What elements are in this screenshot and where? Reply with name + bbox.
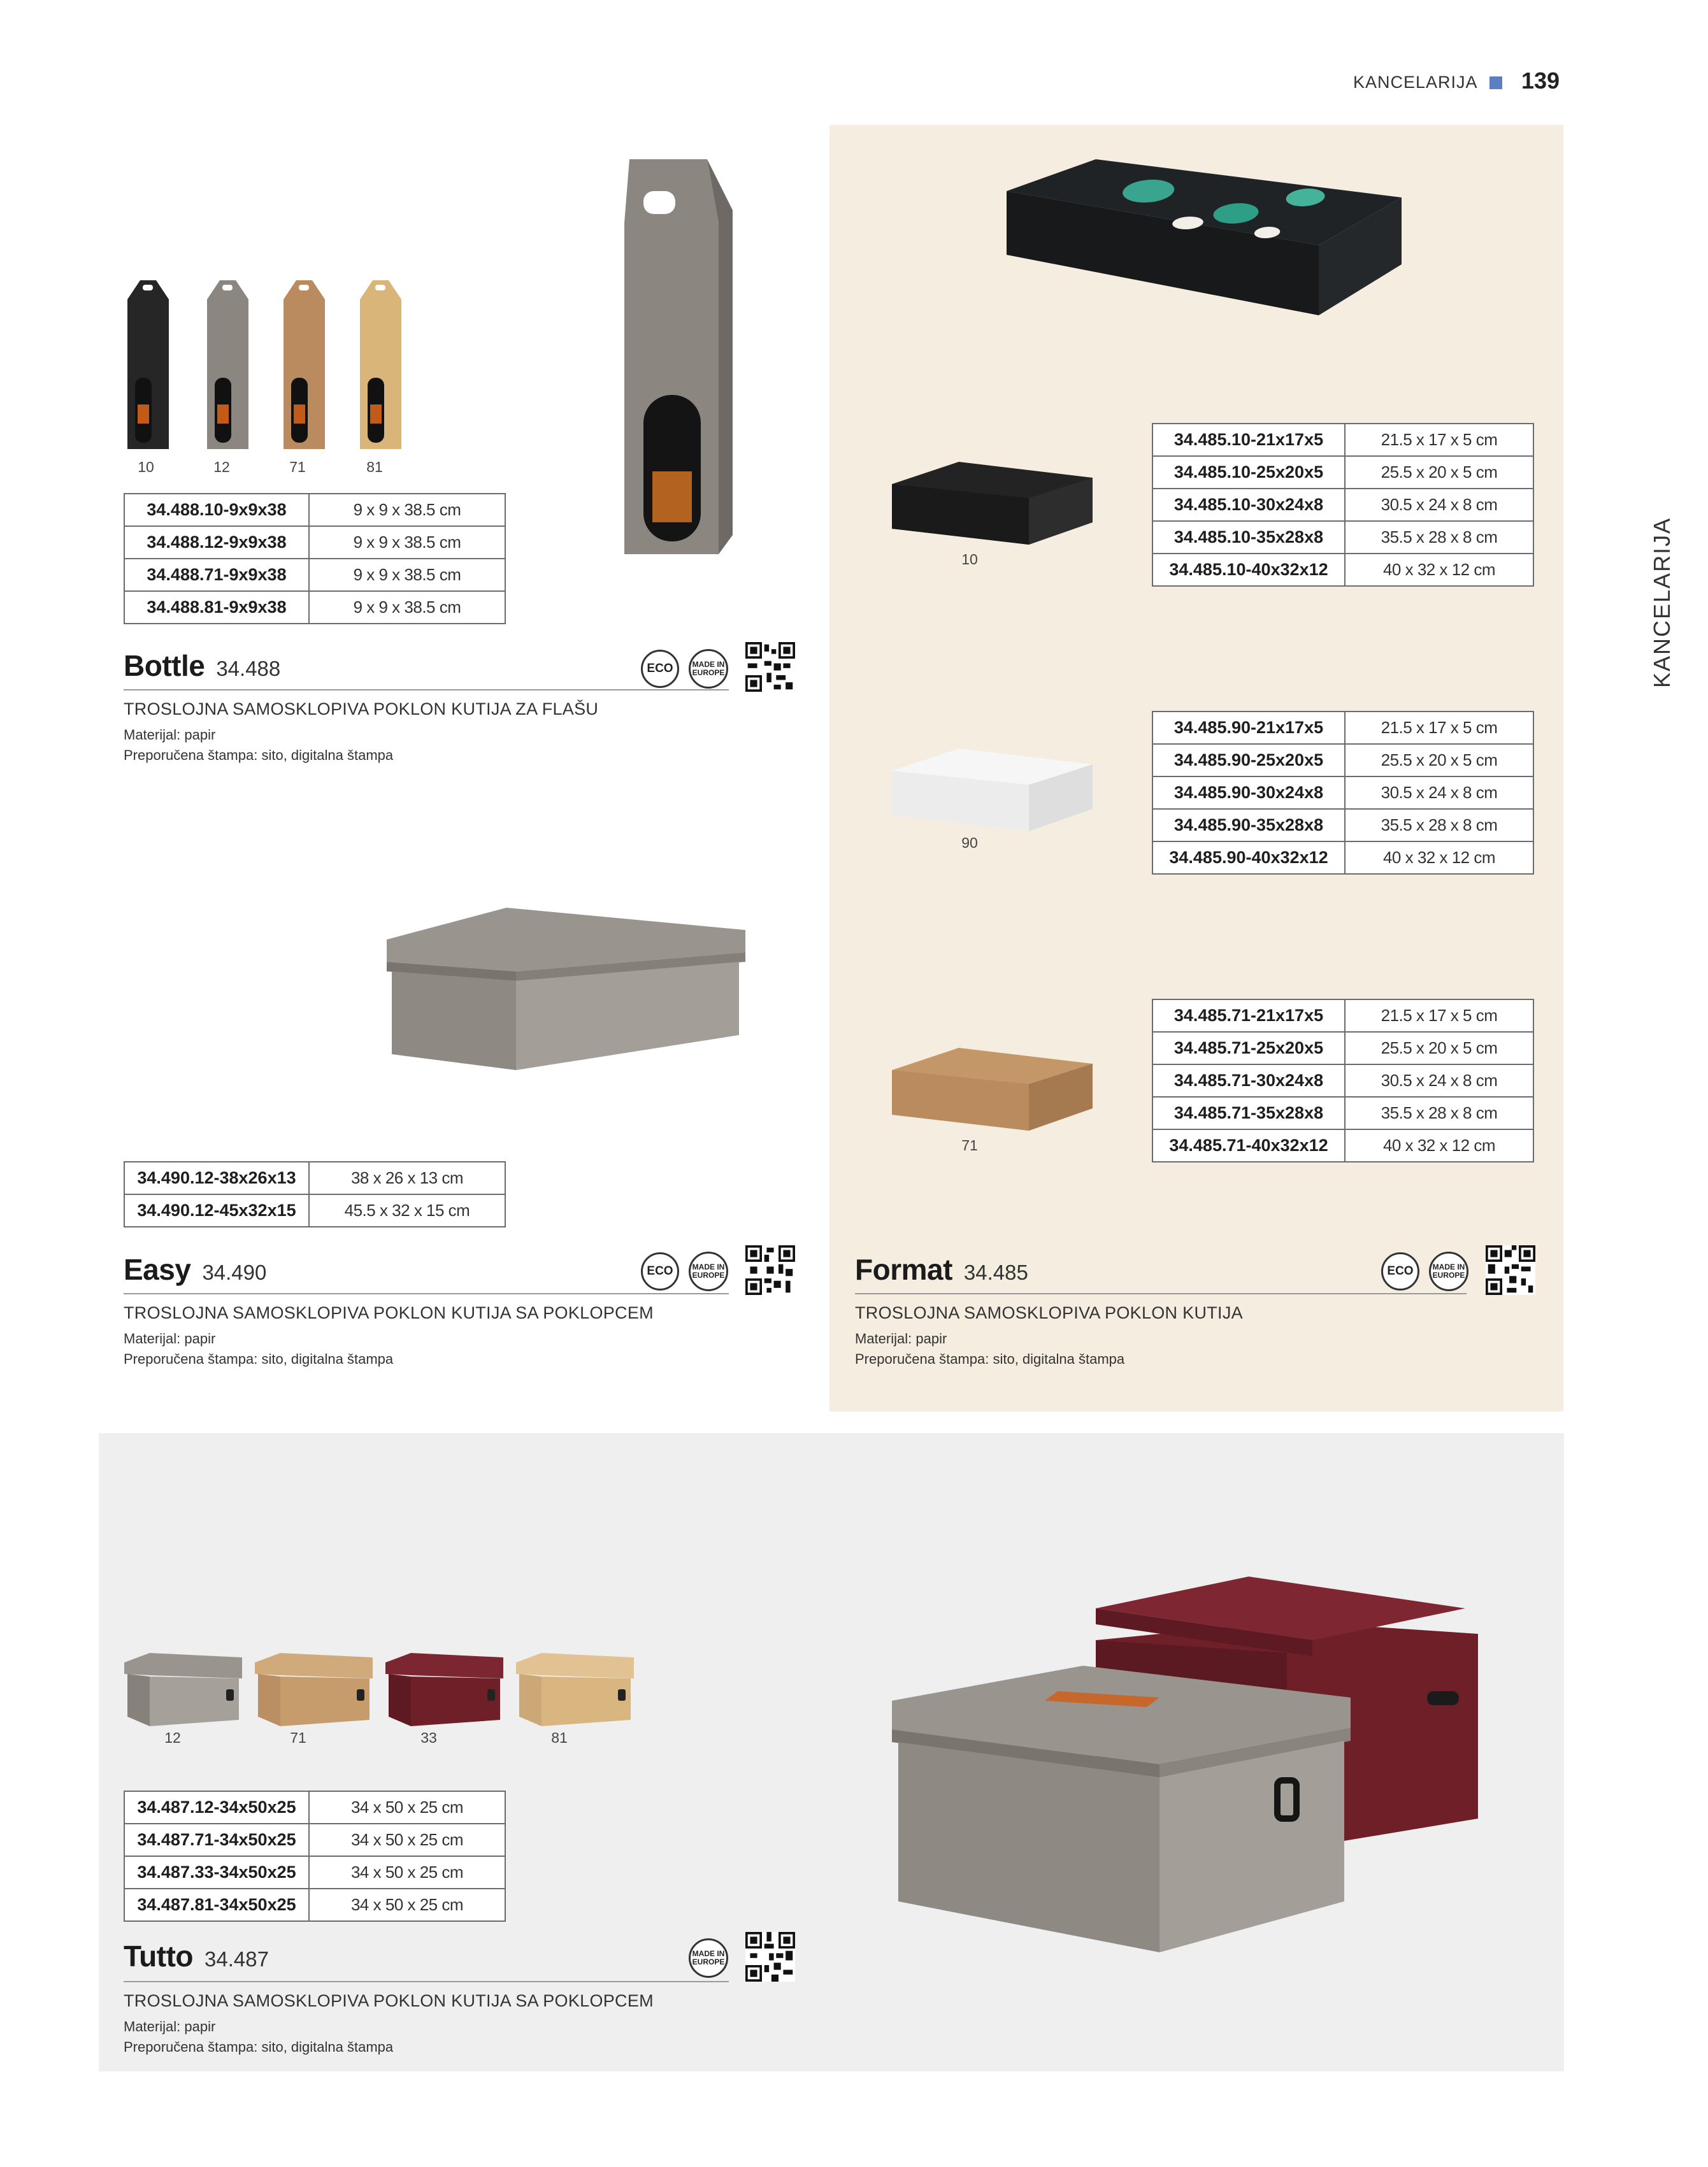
product-material: Materijal: papir	[124, 727, 216, 743]
table-row	[124, 526, 505, 559]
format-variant-label: 90	[961, 834, 978, 851]
made-in-europe-badge-icon: MADE IN EUROPE	[689, 649, 728, 689]
bottle-spec-table	[124, 493, 506, 624]
format-spec-table-90	[1152, 711, 1534, 875]
product-code: 34.487.81-34x50x25	[124, 1889, 309, 1921]
table-row	[1152, 554, 1533, 586]
table-row	[1152, 424, 1533, 456]
table-row	[124, 1194, 505, 1227]
product-material: Materijal: papir	[124, 2019, 216, 2035]
tutto-variants-image	[124, 1650, 640, 1733]
product-size: 9 x 9 x 38.5 cm	[309, 559, 505, 591]
table-row	[1152, 489, 1533, 521]
product-size: 34 x 50 x 25 cm	[309, 1824, 505, 1856]
tutto-boxes-image	[892, 1570, 1491, 1959]
product-size: 34 x 50 x 25 cm	[309, 1791, 505, 1824]
product-name: Easy	[124, 1253, 191, 1286]
product-size: 40 x 32 x 12 cm	[1345, 841, 1533, 874]
product-size: 38 x 26 x 13 cm	[309, 1162, 505, 1194]
bottle-variant-label: 10	[138, 459, 154, 475]
bottle-gold-image	[354, 271, 417, 455]
product-print: Preporučena štampa: sito, digitalna štampa	[855, 1351, 1125, 1367]
bottle-variant-label: 81	[366, 459, 383, 475]
product-code: 34.485.90-21x17x5	[1152, 712, 1345, 744]
product-code: 34.485.71-30x24x8	[1152, 1064, 1345, 1097]
product-code: 34.485.10-40x32x12	[1152, 554, 1345, 586]
product-size: 35.5 x 28 x 8 cm	[1345, 1097, 1533, 1129]
product-code: 34.485.71-35x28x8	[1152, 1097, 1345, 1129]
product-size: 35.5 x 28 x 8 cm	[1345, 809, 1533, 841]
format-variant-label: 10	[961, 551, 978, 568]
product-code: 34.488.71-9x9x38	[124, 559, 309, 591]
page-number: 139	[1521, 68, 1560, 94]
table-row	[1152, 1032, 1533, 1064]
product-code: 34.487.33-34x50x25	[124, 1856, 309, 1889]
product-code: 34.487.71-34x50x25	[124, 1824, 309, 1856]
table-row	[1152, 1129, 1533, 1162]
heading-divider	[124, 1981, 729, 1982]
format-variant-label: 71	[961, 1137, 978, 1154]
eco-badge-icon: ECO	[641, 650, 679, 688]
table-row	[124, 591, 505, 624]
product-code: 34.485.90-40x32x12	[1152, 841, 1345, 874]
product-size: 25.5 x 20 x 5 cm	[1345, 744, 1533, 776]
format-heading	[855, 1252, 1028, 1287]
product-code: 34.485.10-30x24x8	[1152, 489, 1345, 521]
tutto-spec-table	[124, 1791, 506, 1922]
made-in-europe-badge-icon: MADE IN EUROPE	[1429, 1252, 1468, 1291]
heading-divider	[124, 1293, 729, 1294]
product-size: 25.5 x 20 x 5 cm	[1345, 456, 1533, 489]
product-code: 34.485.71-21x17x5	[1152, 999, 1345, 1032]
qr-code-icon	[745, 1245, 795, 1295]
eco-badge-icon: ECO	[1381, 1252, 1419, 1291]
tutto-variant-label: 12	[164, 1729, 181, 1746]
made-in-europe-badge-icon: MADE IN EUROPE	[689, 1938, 728, 1978]
table-row	[1152, 744, 1533, 776]
table-row	[124, 1824, 505, 1856]
product-code: 34.485.71-25x20x5	[1152, 1032, 1345, 1064]
table-row	[1152, 456, 1533, 489]
product-code: 34.488.10-9x9x38	[124, 494, 309, 526]
product-size: 30.5 x 24 x 8 cm	[1345, 1064, 1533, 1097]
product-code: 34.485.10-25x20x5	[1152, 456, 1345, 489]
product-size: 45.5 x 32 x 15 cm	[309, 1194, 505, 1227]
product-description: TROSLOJNA SAMOSKLOPIVA POKLON KUTIJA ZA FLAŠU	[124, 699, 599, 719]
header-square-icon	[1489, 76, 1502, 89]
header-section: KANCELARIJA	[1353, 73, 1478, 92]
easy-box-image	[379, 905, 749, 1076]
product-code: 34.490.12-45x32x15	[124, 1194, 309, 1227]
table-row	[1152, 1064, 1533, 1097]
product-code: 34.487	[205, 1947, 269, 1971]
table-row	[124, 1889, 505, 1921]
product-material: Materijal: papir	[855, 1331, 947, 1347]
product-size: 9 x 9 x 38.5 cm	[309, 526, 505, 559]
table-row	[1152, 712, 1533, 744]
product-size: 34 x 50 x 25 cm	[309, 1856, 505, 1889]
product-code: 34.485.71-40x32x12	[1152, 1129, 1345, 1162]
bottle-variant-label: 12	[213, 459, 230, 475]
product-code: 34.487.12-34x50x25	[124, 1791, 309, 1824]
format-variant-box-image	[889, 1045, 1099, 1134]
product-name: Bottle	[124, 649, 205, 682]
product-size: 9 x 9 x 38.5 cm	[309, 591, 505, 624]
product-size: 21.5 x 17 x 5 cm	[1345, 712, 1533, 744]
bottle-variant-label: 71	[289, 459, 306, 475]
product-description: TROSLOJNA SAMOSKLOPIVA POKLON KUTIJA SA POKLOPCEM	[124, 1991, 654, 2010]
product-code: 34.490.12-38x26x13	[124, 1162, 309, 1194]
format-spec-table-10	[1152, 423, 1534, 587]
product-size: 30.5 x 24 x 8 cm	[1345, 489, 1533, 521]
tutto-variant-label: 81	[551, 1729, 568, 1746]
product-code: 34.488.12-9x9x38	[124, 526, 309, 559]
heading-divider	[124, 689, 729, 690]
table-row	[1152, 1097, 1533, 1129]
product-description: TROSLOJNA SAMOSKLOPIVA POKLON KUTIJA SA POKLOPCEM	[124, 1303, 654, 1322]
qr-code-icon	[1486, 1245, 1535, 1295]
product-size: 21.5 x 17 x 5 cm	[1345, 999, 1533, 1032]
table-row	[1152, 521, 1533, 554]
easy-heading	[124, 1252, 266, 1287]
product-code: 34.485.90-30x24x8	[1152, 776, 1345, 809]
bottle-large-image	[605, 153, 758, 561]
tutto-variant-label: 71	[290, 1729, 306, 1746]
format-variant-box-image	[889, 745, 1099, 834]
bottle-variants-image	[121, 271, 344, 455]
table-row	[124, 559, 505, 591]
table-row	[1152, 809, 1533, 841]
product-material: Materijal: papir	[124, 1331, 216, 1347]
table-row	[1152, 841, 1533, 874]
made-in-europe-badge-icon: MADE IN EUROPE	[689, 1252, 728, 1291]
table-row	[124, 494, 505, 526]
product-code: 34.485.90-35x28x8	[1152, 809, 1345, 841]
product-code: 34.485.10-35x28x8	[1152, 521, 1345, 554]
side-tab: KANCELARIJA	[1649, 517, 1675, 688]
easy-spec-table	[124, 1161, 506, 1227]
product-code: 34.485	[963, 1261, 1028, 1284]
eco-badge-icon: ECO	[641, 1252, 679, 1291]
format-printed-box-image	[1000, 153, 1408, 325]
table-row	[124, 1791, 505, 1824]
product-name: Format	[855, 1253, 952, 1286]
tutto-heading	[124, 1939, 269, 1973]
qr-code-icon	[745, 642, 795, 692]
table-row	[1152, 776, 1533, 809]
bottle-heading	[124, 648, 280, 683]
product-print: Preporučena štampa: sito, digitalna štampa	[124, 2039, 394, 2055]
product-size: 35.5 x 28 x 8 cm	[1345, 521, 1533, 554]
product-code: 34.485.90-25x20x5	[1152, 744, 1345, 776]
product-size: 21.5 x 17 x 5 cm	[1345, 424, 1533, 456]
product-size: 9 x 9 x 38.5 cm	[309, 494, 505, 526]
product-code: 34.490	[202, 1261, 267, 1284]
product-print: Preporučena štampa: sito, digitalna štampa	[124, 747, 394, 763]
qr-code-icon	[745, 1932, 795, 1982]
product-description: TROSLOJNA SAMOSKLOPIVA POKLON KUTIJA	[855, 1303, 1243, 1322]
product-code: 34.488.81-9x9x38	[124, 591, 309, 624]
format-variant-box-image	[889, 459, 1099, 548]
heading-divider	[855, 1293, 1467, 1294]
product-size: 40 x 32 x 12 cm	[1345, 1129, 1533, 1162]
product-code: 34.488	[216, 657, 281, 680]
product-name: Tutto	[124, 1940, 194, 1973]
product-print: Preporučena štampa: sito, digitalna štampa	[124, 1351, 394, 1367]
product-size: 34 x 50 x 25 cm	[309, 1889, 505, 1921]
product-size: 40 x 32 x 12 cm	[1345, 554, 1533, 586]
product-code: 34.485.10-21x17x5	[1152, 424, 1345, 456]
table-row	[124, 1162, 505, 1194]
table-row	[1152, 999, 1533, 1032]
format-spec-table-71	[1152, 999, 1534, 1162]
product-size: 25.5 x 20 x 5 cm	[1345, 1032, 1533, 1064]
tutto-variant-label: 33	[420, 1729, 437, 1746]
table-row	[124, 1856, 505, 1889]
product-size: 30.5 x 24 x 8 cm	[1345, 776, 1533, 809]
